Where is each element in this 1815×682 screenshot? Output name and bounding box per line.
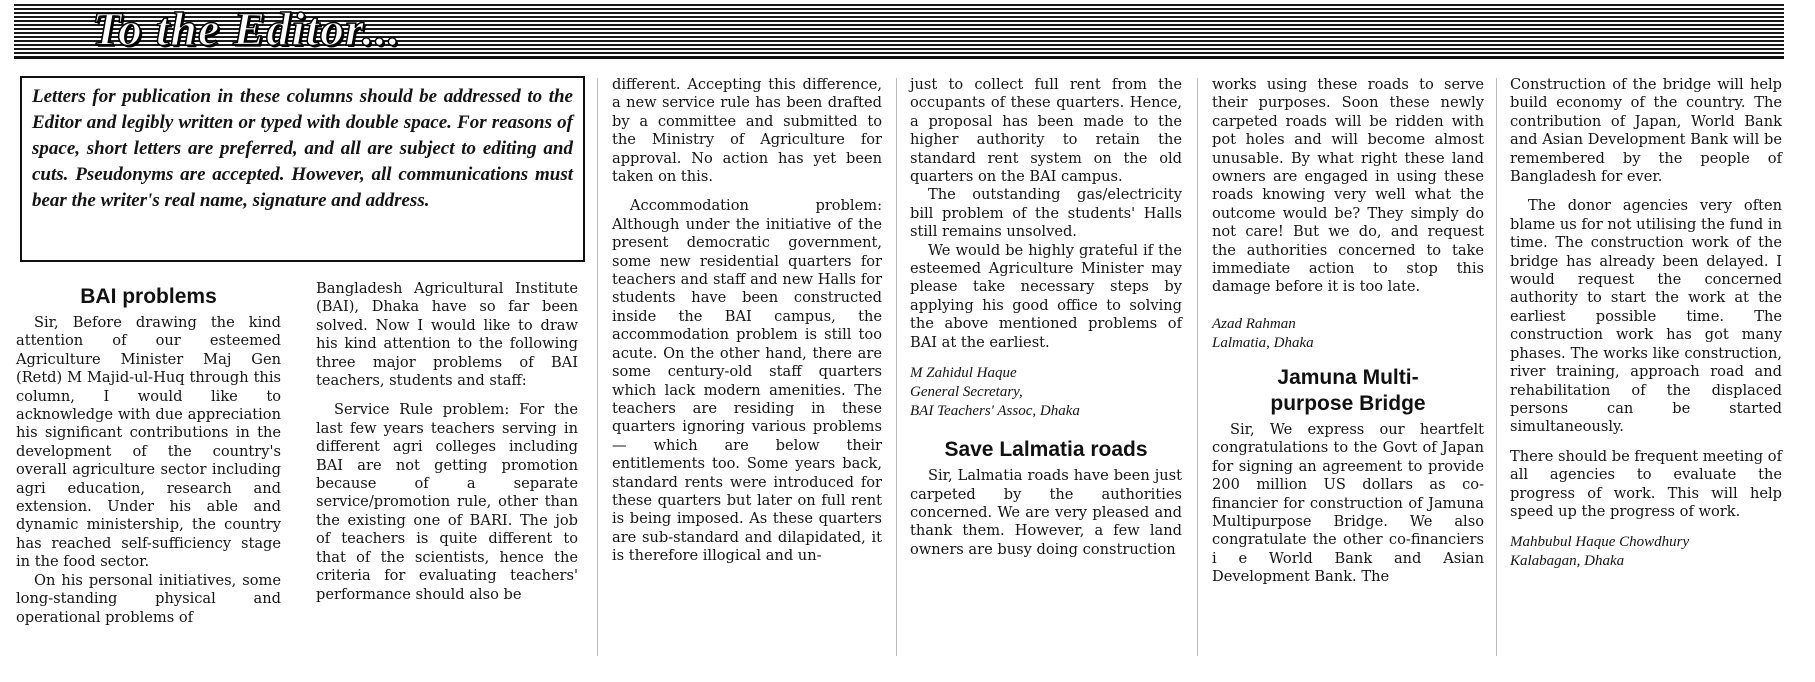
lalmatia-paragraph-1: Sir, Lalmatia roads have been just carpeted by the authorities concerned. We are very pleased and thank them. However, a few land owners are busy doing construction (910, 467, 1182, 558)
section-banner (14, 4, 1784, 59)
letter-heading-bai: BAI problems (80, 285, 217, 308)
editor-notice-box (20, 76, 585, 262)
column-divider (896, 78, 897, 656)
lalmatia-signature (1212, 315, 1484, 353)
jamuna-paragraph-3: The donor agencies very often blame us for not utilising the fund in time. The construction work of the bridge has already been delayed. I would request the concerned authority to start the work at the earliest possible time. The construction work has got many phases. The works like construction, river training, approach road and rehabilitation of the displaced persons can be started simultaneously. (1510, 197, 1782, 436)
jamuna-signature-name: Mahbubul Haque Chowdhury (1510, 534, 1690, 551)
bai-signature (910, 364, 1182, 421)
bai-paragraph-8: The outstanding gas/electricity bill problem of the students' Halls still remains unsolved. (910, 186, 1182, 241)
editor-notice-text: Letters for publication in these columns should be addressed to the Editor and legibly written or typed with double space. For reasons of space, short letters are preferred, and all are subject to editing and cuts. Pseudonyms are accepted. However, all communications must bear the writer's real name, signature and address. (32, 86, 573, 211)
column-6 (1510, 76, 1782, 571)
bai-paragraph-5: different. Accepting this difference, a new service rule has been drafted by a committee and submitted to the Ministry of Agriculture for approval. No action has yet been taken on this. (612, 76, 882, 186)
column-5 (1212, 76, 1484, 587)
jamuna-heading-line-1: Jamuna Multi- (1277, 365, 1419, 389)
letter-heading-jamuna (1212, 365, 1484, 417)
bai-paragraph-6: Accommodation problem: Although under the initiative of the present democratic government, some new residential quarters for teachers and staff and new Halls for students have been constructed inside the BAI campus, the accommodation problem is still too acute. On the other hand, there are some century-old staff quarters which lack modern amenities. The teachers are residing in these quarters ignoring various problems — which are below their entitlements too. Some years back, standard rents were introduced for these quarters but later on full rent is being imposed. As these quarters are sub-standard and dilapidated, it is therefore illogical and un- (612, 197, 882, 565)
bai-paragraph-4: Service Rule problem: For the last few years teachers serving in different agri colleges including BAI are not getting promotion because of a separate service/promotion rule, other than the existing one of BARI. The job of teachers is quite different to that of the scientists, hence the criteria for evaluating teachers' performance should also be (316, 401, 578, 603)
bai-paragraph-7: just to collect full rent from the occupants of these quarters. Hence, a proposal has been made to the higher authority to retain the standard rent system on the old quarters on the BAI campus. (910, 76, 1182, 186)
lalmatia-signature-name: Azad Rahman (1212, 315, 1296, 332)
column-1 (16, 284, 281, 627)
jamuna-paragraph-4: There should be frequent meeting of all agencies to evaluate the progress of work. This will help speed up the progress of work. (1510, 447, 1782, 520)
jamuna-heading-line-2: purpose Bridge (1270, 391, 1426, 415)
letter-heading-lalmatia: Save Lalmatia roads (944, 438, 1148, 462)
bai-paragraph-2: On his personal initiatives, some long-standing physical and operational problems of (16, 571, 281, 626)
column-4 (910, 76, 1182, 559)
column-divider (1197, 78, 1198, 656)
column-2 (316, 280, 578, 604)
bai-paragraph-3: Bangladesh Agricultural Institute (BAI), Dhaka have so far been solved. Now I would like to draw his kind attention to the following three major problems of BAI teachers, students and staff: (316, 280, 578, 390)
section-title: To the Editor... (92, 3, 401, 56)
jamuna-signature-place: Kalabagan, Dhaka (1510, 553, 1625, 570)
column-divider (1496, 78, 1497, 656)
column-3 (612, 76, 882, 566)
bai-signature-org: BAI Teachers' Assoc, Dhaka (910, 403, 1080, 420)
jamuna-paragraph-1: Sir, We express our heartfelt congratulations to the Govt of Japan for signing an agreement to provide 200 million US dollars as co-financier for construction of Jamuna Multipurpose Bridge. We also congratulate the other co-financiers i e World Bank and Asian Development Bank. The (1212, 420, 1484, 586)
lalmatia-paragraph-2: works using these roads to serve their purposes. Soon these newly carpeted roads will be ridden with pot holes and will become almost unusable. By what right these land owners are engaged in using these roads knowing very well what the outcome would be? They simply do not care! But we do, and request the authorities concerned to take immediate action to stop this damage before it is too late. (1212, 76, 1484, 296)
jamuna-signature (1510, 533, 1782, 571)
jamuna-paragraph-2: Construction of the bridge will help build economy of the country. The contribution of Japan, World Bank and Asian Development Bank will be remembered by the people of Bangladesh for ever. (1510, 76, 1782, 186)
lalmatia-signature-place: Lalmatia, Dhaka (1212, 334, 1314, 351)
bai-paragraph-1: Sir, Before drawing the kind attention of our esteemed Agriculture Minister Maj Gen (Retd) M Majid-ul-Huq through this column, I would like to acknowledge with due appreciation his significant contributions in the development of the country's overall agriculture sector including agri education, research and extension. Under his able and dynamic ministership, the country has reached self-sufficiency stage in the food sector. (16, 314, 281, 571)
bai-paragraph-9: We would be highly grateful if the esteemed Agriculture Minister may please take necessary steps by applying his good office to solving the above mentioned problems of BAI at the earliest. (910, 241, 1182, 351)
bai-signature-name: M Zahidul Haque (910, 365, 1017, 382)
bai-signature-title: General Secretary, (910, 384, 1023, 401)
column-divider (597, 78, 598, 656)
